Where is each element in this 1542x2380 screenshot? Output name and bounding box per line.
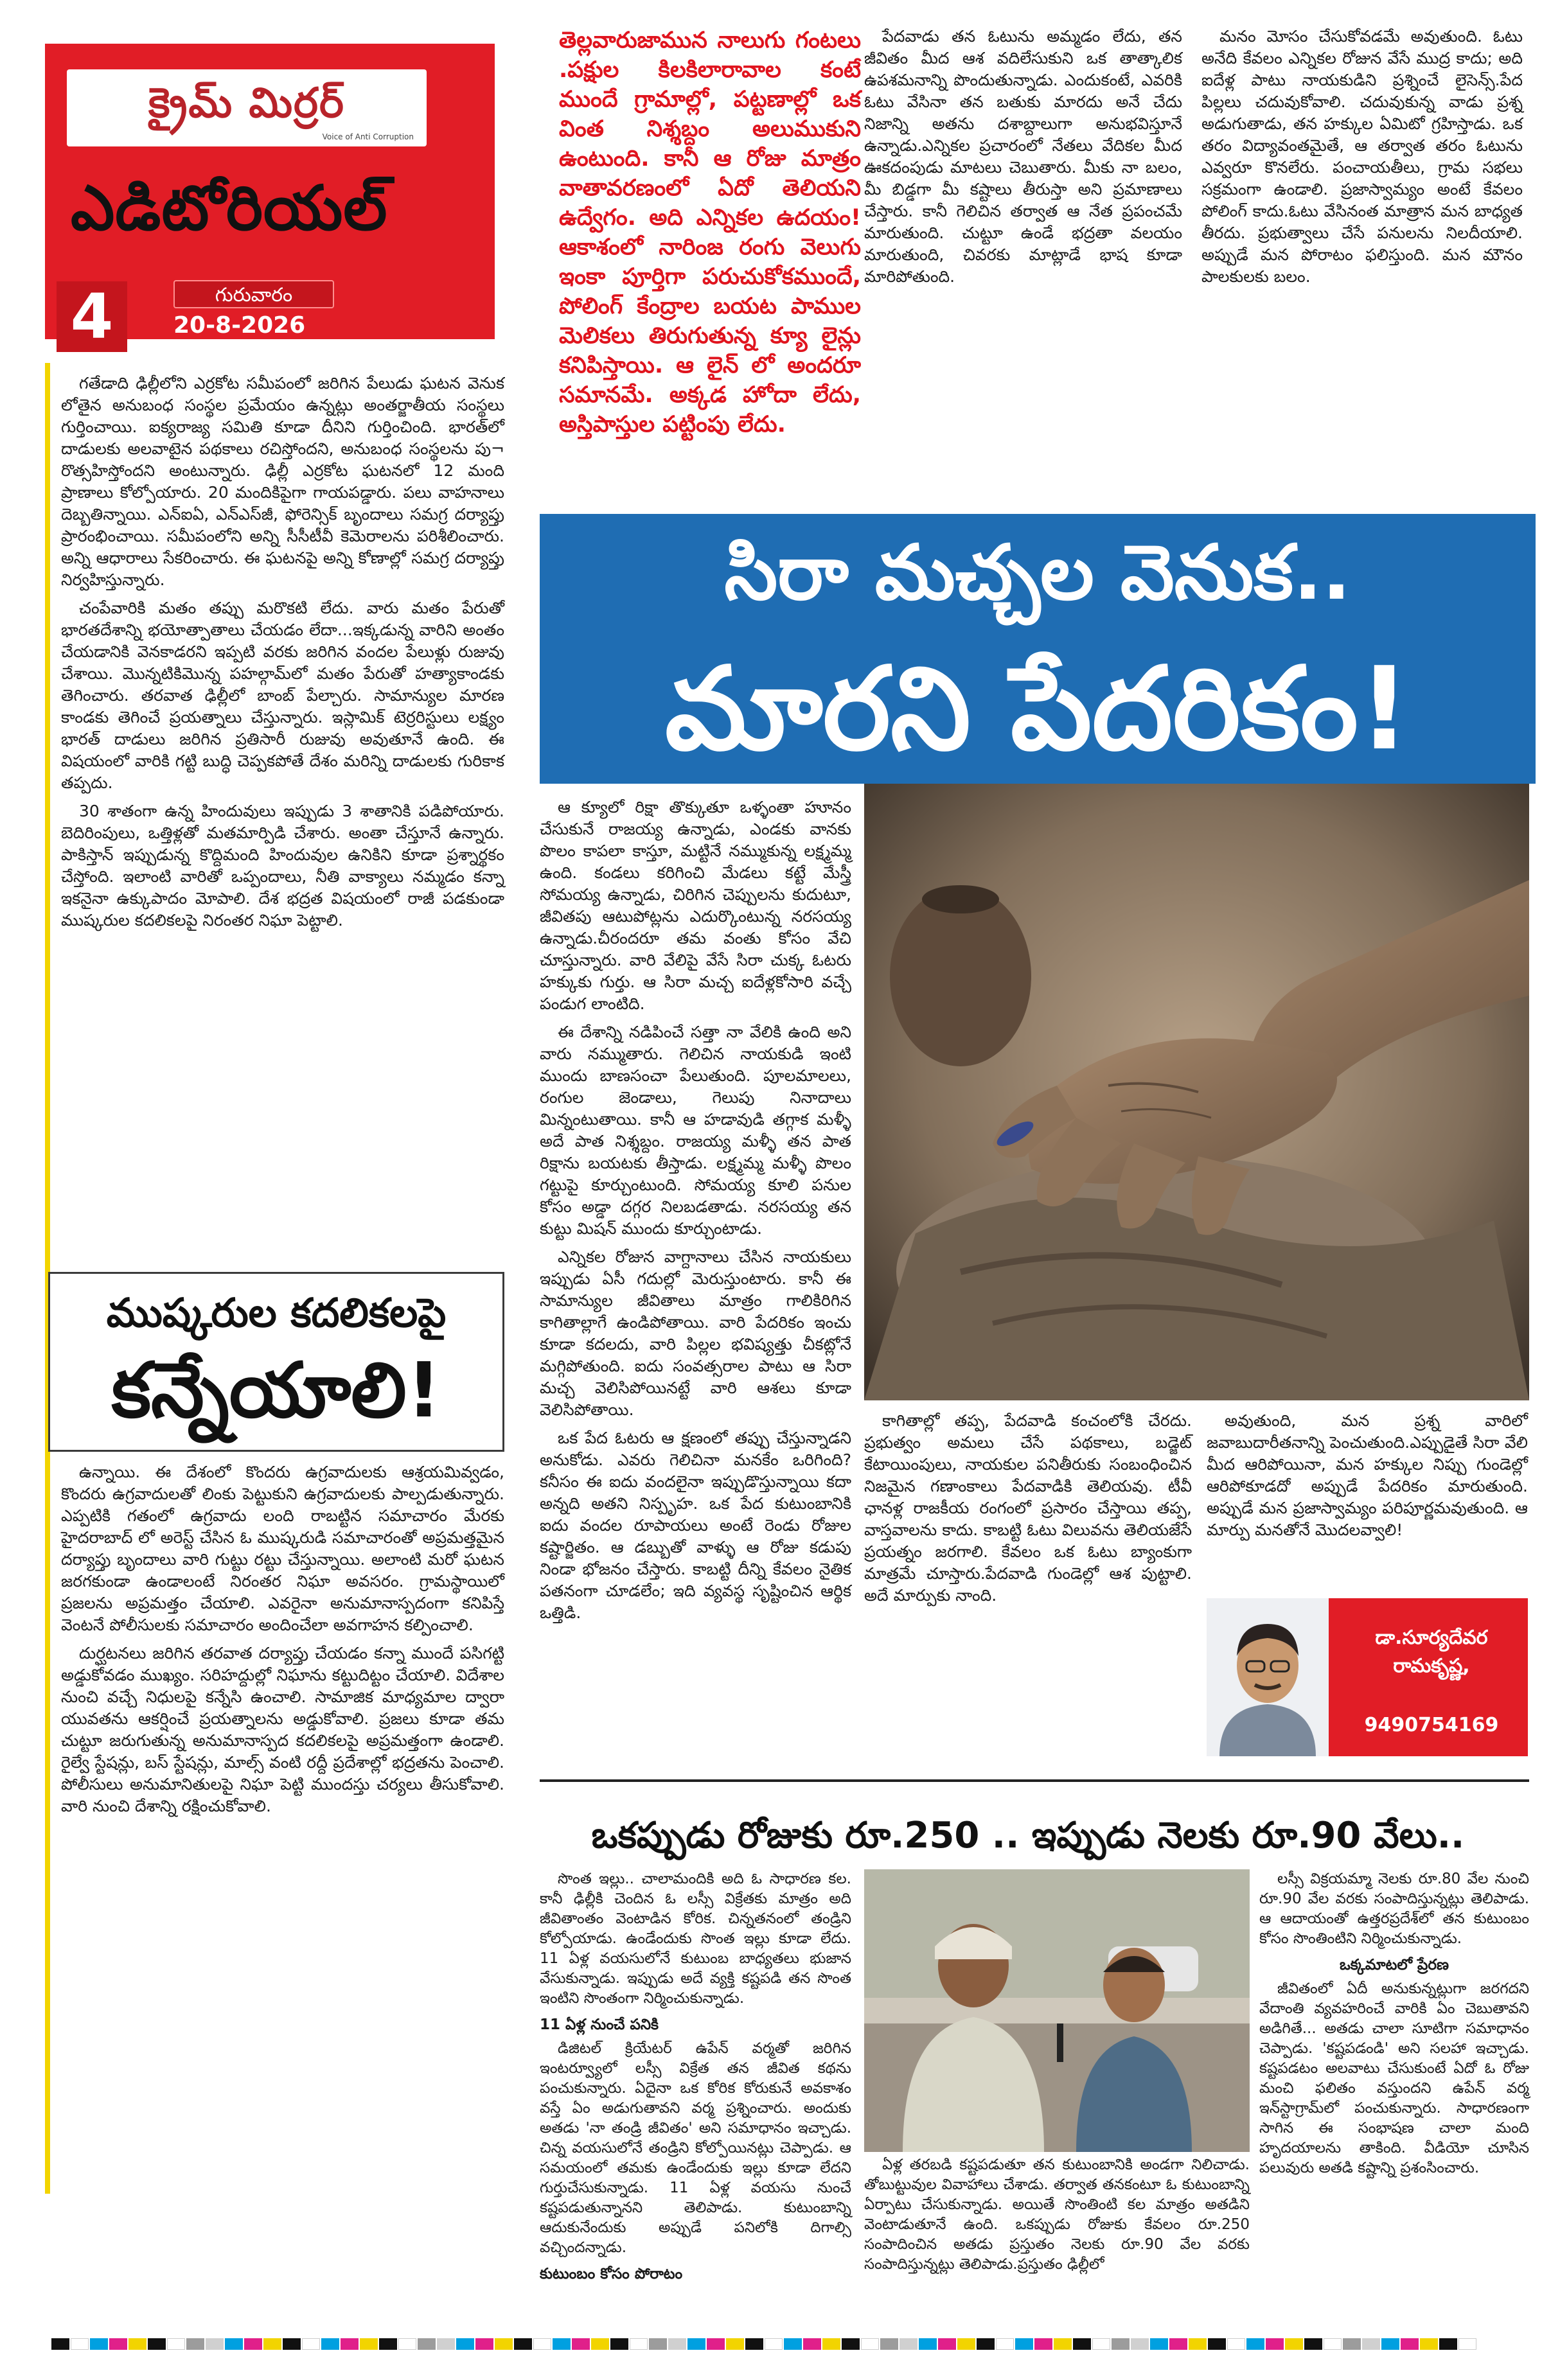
registration-swatch — [437, 2338, 455, 2350]
author-phone: 9490754169 — [1364, 1714, 1499, 1736]
registration-swatch — [148, 2338, 166, 2350]
registration-swatch — [591, 2338, 609, 2350]
registration-swatch — [109, 2338, 127, 2350]
registration-swatch — [1381, 2338, 1399, 2350]
registration-swatch — [128, 2338, 146, 2350]
registration-swatch — [572, 2338, 590, 2350]
paragraph: చంపేవారికి మతం తప్పు మరొకటి లేదు. వారు మతం పేరుతో భారతదేశాన్ని భయోత్పాతాలు చేయడం లేదా...ఇక్కడున్న వారిని అంతం చేయడానికి వెనకాడరని ఇప్పటి వరకు జరిగిన వందల పేలుళ్లు రుజువు చేశాయి. మొన్నటికిమొన్న పహల్గామ్‌లో మతం పేరుతో హత్యాకాండకు తెగించారు. తరవాత ఢిల్లీలో బాంబ్ పేల్చారు. సామాన్యుల మారణ కాండకు తెగించే ప్రయత్నాలు చేస్తున్నారు. ఇస్లామిక్ టెర్రరిస్టులు లక్ష్యం భారత్ దాడులు జరిగిన ప్రతిసారీ రుజువు అవుతూనే ఉంది. ఈ విషయంలో వారికి గట్టి బుద్ధి చెప్పకపోతే దేశం మరిన్ని దాడులకు గురికాక తప్పదు. — [61, 599, 504, 792]
lassi-vendor-interview-photo — [864, 1869, 1250, 2152]
hand-illustration — [864, 784, 1529, 1400]
second-article-column-1 — [540, 1869, 851, 2282]
registration-swatch — [765, 2338, 783, 2350]
registration-swatch — [398, 2338, 416, 2350]
registration-swatch — [1112, 2338, 1130, 2350]
registration-swatch — [263, 2338, 281, 2350]
headline-banner — [540, 514, 1536, 784]
registration-swatch — [1343, 2338, 1361, 2350]
paragraph: దుర్ఘటనలు జరిగిన తరవాత దర్యాప్తు చేయడం కన్నా ముందే పసిగట్టి అడ్డుకోవడం ముఖ్యం. సరిహద్దుల్లో నిఘాను కట్టుదిట్టం చేయాలి. విదేశాల నుంచి వచ్చే నిధులపై కన్నేసి ఉంచాలి. సామాజిక మాధ్యమాల ద్వారా యువతను ఆకర్షించే ప్రయత్నాలను అడ్డుకోవాలి. ప్రజలు కూడా తమ చుట్టూ జరుగుతున్న అనుమానాస్పద కదలికలపై అప్రమత్తంగా ఉండాలి. రైల్వే స్టేషన్లు, బస్ స్టేషన్లు, మాల్స్ వంటి రద్దీ ప్రదేశాల్లో భద్రతను పెంచాలి. పోలీసులు అనుమానితులపై నిఘా పెట్టి ముందస్తు చర్యలు తీసుకోవాలి. వారి నుంచి దేశాన్ని రక్షించుకోవాలి. — [61, 1644, 504, 1815]
registration-swatch — [1189, 2338, 1207, 2350]
registration-swatch — [977, 2338, 995, 2350]
paragraph: కాగితాల్లో తప్ప, పేదవాడి కంచంలోకి చేరదు. ప్రభుత్వం అమలు చేసే పథకాలు, బడ్జెట్ కేటాయింపులు, నాయకుల పనితీరుకు సంబంధించిన నిజమైన గణాంకాలు పేదవాడికి తెలియవు. టీవీ ఛానళ్ల రాజకీయ రంగంలో ప్రసారం చేస్తాయి తప్ప, వాస్తవాలను కాదు. కాబట్టి ఓటు విలువను తెలియజేసే ప్రయత్నం జరగాలి. కేవలం ఒక ఓటు బ్యాంకుగా మాత్రమే చూస్తారు.పేదవాడి గుండెల్లో ఆశ పుట్టాలి. అదే మార్పుకు నాంది. — [864, 1411, 1192, 1605]
registration-swatch — [919, 2338, 937, 2350]
registration-swatch — [302, 2338, 320, 2350]
registration-swatch — [244, 2338, 262, 2350]
second-article-headline: ఒకప్పుడు రోజుకు రూ.250 .. ఇప్పుడు నెలకు రూ.90 వేలు.. — [591, 1815, 1465, 1856]
registration-swatch — [225, 2338, 243, 2350]
registration-swatch — [1227, 2338, 1245, 2350]
box-headline — [48, 1272, 504, 1452]
registration-swatch — [938, 2338, 956, 2350]
author-photo — [1207, 1598, 1329, 1756]
author-box — [1207, 1598, 1528, 1756]
top-right-column-2 — [1201, 26, 1523, 504]
author-name: డా.సూర్యదేవర రామకృష్ణ, — [1375, 1626, 1488, 1677]
registration-swatch — [71, 2338, 89, 2350]
box-headline-line2: కన్నేయాలి! — [111, 1346, 441, 1434]
date-label: 20-8-2026 — [173, 312, 306, 339]
registration-swatch — [1401, 2338, 1419, 2350]
registration-swatch — [1266, 2338, 1284, 2350]
section-title: ఎడిటోరియల్ — [71, 172, 388, 244]
left-column-bottom — [61, 1461, 504, 2181]
paragraph: సొంత ఇల్లు.. చాలామందికి అది ఓ సాధారణ కల. కానీ ఢిల్లీకి చెందిన ఓ లస్సీ విక్రేతకు మాత్రం అది జీవితాంతం వెంటాడిన కోరిక. చిన్నతనంలో తండ్రిని కోల్పోయాడు. ఉండేందుకు సొంత ఇల్లు కూడా లేదు. 11 ఏళ్ల వయసులోనే కుటుంబ బాధ్యతలు భుజాన వేసుకున్నాడు. ఇప్పుడు అదే వ్యక్తి కష్టపడి తన సొంత ఇంటిని సొంతంగా నిర్మించుకున్నాడు. — [540, 1871, 851, 2007]
left-column-top — [61, 373, 504, 1249]
paragraph: ఒక పేద ఓటరు ఆ క్షణంలో తప్పు చేస్తున్నాడని అనుకోడు. ఎవరు గెలిచినా మనకేం ఒరిగింది? కనీసం ఈ ఐదు వందలైనా ఇప్పుడొస్తున్నాయి కదా అన్నది అతని నిస్పృహ. ఒక పేద కుటుంబానికి ఐదు వందల రూపాయలు అంటే రెండు రోజుల కష్టార్జితం. ఆ డబ్బుతో వాళ్ళు ఆ రోజు కడుపు నిండా భోజనం చేస్తారు. కాబట్టి దీన్ని కేవలం నైతిక పతనంగా చూడలేం; ఇది వ్యవస్థ సృష్టించిన ఆర్థిక ఒత్తిడి. — [540, 1429, 851, 1622]
registration-swatch — [1420, 2338, 1438, 2350]
registration-swatch — [861, 2338, 879, 2350]
registration-swatch — [1246, 2338, 1264, 2350]
day-label: గురువారం — [173, 280, 334, 308]
registration-swatch — [360, 2338, 378, 2350]
registration-swatch — [1073, 2338, 1091, 2350]
paragraph: ఈ దేశాన్ని నడిపించే సత్తా నా వేలికి ఉంది అని వారు నమ్ముతారు. గెలిచిన నాయకుడి ఇంటి ముందు బాణసంచా పేలుతుంది. పూలమాలలు, రంగుల జెండాలు, గెలుపు నినాదాలు మిన్నంటుతాయి. కానీ ఆ హడావుడి తగ్గాక మళ్ళీ అదే పాత నిశ్శబ్దం. రాజయ్య మళ్ళీ తన పాత రిక్షాను బయటకు తీస్తాడు. లక్ష్మమ్మ మళ్ళీ పొలం గట్టుపై కూర్చుంటుంది. సోమయ్య కూలి పనుల కోసం అడ్డా దగ్గర నిలబడతాడు. నరసయ్య తన కుట్టు మిషన్ ముందు కూర్చుంటాడు. — [540, 1023, 851, 1238]
registration-swatch — [533, 2338, 551, 2350]
registration-swatch — [610, 2338, 628, 2350]
registration-swatch — [1034, 2338, 1052, 2350]
paragraph: డిజిటల్ క్రియేటర్ ఉపేన్ వర్మతో జరిగిన ఇంటర్వ్యూలో లస్సీ విక్రేత తన జీవిత కథను పంచుకున్నారు. ఏదైనా ఒక కోరిక కోరుకునే అవకాశం వస్తే ఏం అడుగుతావని వర్మ ప్రశ్నించారు. అందుకు అతడు 'నా తండ్రి జీవితం' అని సమాధానం ఇచ్చాడు. చిన్న వయసులోనే తండ్రిని కోల్పోయినట్లు చెప్పాడు. ఆ సమయంలో తమకు ఉండేందుకు ఇల్లు కూడా లేదని గుర్తుచేసుకున్నాడు. 11 ఏళ్ల వయసు నుంచే కష్టపడుతున్నానని తెలిపాడు. కుటుంబాన్ని ఆదుకునేందుకు అప్పుడే పనిలోకి దిగాల్సి వచ్చిందన్నాడు. — [540, 2040, 851, 2256]
registration-swatch — [321, 2338, 339, 2350]
box-headline-line1: ముష్కరుల కదలికలపై — [106, 1289, 447, 1336]
logo-text: క్రైమ్ మిర్రర్ — [148, 79, 345, 127]
registration-swatch — [726, 2338, 744, 2350]
paragraph: ఉన్నాయి. ఈ దేశంలో కొందరు ఉగ్రవాదులకు ఆశ్రయమివ్వడం, కొందరు ఉగ్రవాదులతో లింకు పెట్టుకుని ఉగ్రవాదులకు పాల్పడుతున్నారు. ఎప్పటికి గతంలో ఉగ్రవాదు లంది రాబట్టిన సమాచారం మేరకు హైదరాబాద్ లో అరెస్ట్ చేసిన ఓ ముష్కరుడి సమాచారంతో అప్రమత్తమైన దర్యాప్తు బృందాలు వారి గుట్టు రట్టు చేస్తున్నాయి. అలాంటి మరో ఘటన జరగకుండా ఉండాలంటే నిరంతర నిఘా అవసరం. గ్రామస్థాయిలో ప్రజలను అప్రమత్తం చేయాలి. ఎవరైనా అనుమానాస్పదంగా కనిపిస్తే వెంటనే పోలీసులకు సమాచారం అందించేలా అవగాహన కల్పించాలి. — [61, 1463, 504, 1634]
registration-swatch — [456, 2338, 474, 2350]
registration-swatch — [341, 2338, 359, 2350]
paragraph: జీవితంలో ఏదీ అనుకున్నట్లుగా జరగదని వేదాంతి వ్యవహరించే వారికి ఏం చెబుతావని అడిగితే... అతడు చాలా సూటిగా సమాధానం చెప్పాడు. 'కష్టపడండి' అని సలహా ఇచ్చాడు. కష్టపడటం అలవాటు చేసుకుంటే ఏదో ఓ రోజు మంచి ఫలితం వస్తుందని ఉపేన్ వర్మ ఇన్‌స్టాగ్రామ్‌లో పంచుకున్నారు. సాధారణంగా సాగిన ఈ సంభాషణ చాలా మంది హృదయాలను తాకింది. వీడియో చూసిన పలువురు అతడి కష్టాన్ని ప్రశంసించారు. — [1259, 1980, 1529, 2176]
registration-swatch — [1304, 2338, 1322, 2350]
second-article-col1b-text — [540, 2039, 851, 2258]
registration-swatch — [1054, 2338, 1072, 2350]
second-article-subheading-3: ఒక్కమాటలో ప్రేరణ — [1339, 1957, 1449, 1973]
second-article-col3b-text — [1259, 1979, 1529, 2178]
registration-swatch — [1131, 2338, 1149, 2350]
registration-swatch — [1285, 2338, 1303, 2350]
registration-swatch — [1458, 2338, 1476, 2350]
registration-swatch — [1169, 2338, 1187, 2350]
registration-swatch — [186, 2338, 204, 2350]
middle-column — [540, 797, 851, 1760]
registration-swatch — [418, 2338, 436, 2350]
registration-swatch — [1439, 2338, 1457, 2350]
logo-tagline: Voice of Anti Corruption — [322, 132, 414, 141]
registration-swatch — [1150, 2338, 1168, 2350]
registration-swatch — [1362, 2338, 1380, 2350]
paragraph: ఆ క్యూలో రిక్షా తొక్కుతూ ఒళ్ళంతా హూనం చేసుకునే రాజయ్య ఉన్నాడు, ఎండకు వానకు పొలం కాపలా కాస్తూ, మట్టినే నమ్ముకున్న లక్ష్మమ్మ ఉంది. కండలు కరిగించి మేడలు కట్టే మేస్త్రీ సోమయ్య ఉన్నాడు, చిరిగిన చెప్పులను కుదుటూ, జీవితపు ఆటుపోట్లను ఎదుర్కొంటున్న నరసయ్య ఉన్నాడు.చీరందరూ తమ వంతు కోసం వేచి చూస్తున్నారు. వారి వేలిపై వేసే సిరా చుక్క ఓటరు హక్కుకు గుర్తు. ఆ సిరా మచ్చ ఐదేళ్లకోసారి వచ్చే పండుగ లాంటిది. — [540, 798, 851, 1013]
registration-swatch — [630, 2338, 648, 2350]
registration-swatch — [1324, 2338, 1342, 2350]
registration-swatch — [495, 2338, 513, 2350]
registration-swatch — [283, 2338, 301, 2350]
registration-swatch — [900, 2338, 917, 2350]
paragraph: గతేడాది ఢిల్లీలోని ఎర్రకోట సమీపంలో జరిగిన పేలుడు ఘటన వెనుక లోతైన అనుబంధ సంస్థల ప్రమేయం ఉన్నట్లు అంతర్జాతీయ సంస్థలు గుర్తించాయి. ఐక్యరాజ్య సమితి కూడా దీనిని గుర్తించింది. భారత్‌లో దాడులకు అలవాటైన పథకాలు రచిస్తోందని, అనుబంధ సంస్థలను పు¬ రొత్సహిస్తోందని అంటున్నారు. ఢిల్లీ ఎర్రకోట ఘటనలో 12 మంది ప్రాణాలు కోల్పోయారు. 20 మందికిపైగా గాయపడ్డారు. పలు వాహనాలు దెబ్బతిన్నాయి. ఎన్ఐఏ, ఎన్ఎస్‌జీ, ఫోరెన్సిక్ బృందాలు సమగ్ర దర్యాప్తు ప్రారంభించాయి. సమీపంలోని అన్ని సీసీటీవీ కెమెరాలను పరిశీలించారు. అన్ని ఆధారాలు సేకరించారు. ఈ ఘటనపై అన్ని కోణాల్లో సమగ్ర దర్యాప్తు నిర్వహిస్తున్నారు. — [61, 374, 504, 589]
avatar — [1207, 1598, 1329, 1756]
headline-line1: సిరా మచ్చల వెనుక.. — [724, 528, 1351, 617]
second-article-footer-heading: కుటుంబం కోసం పోరాటం — [540, 2266, 683, 2282]
registration-swatch — [475, 2338, 493, 2350]
bottom-right-column-2 — [1207, 1410, 1528, 1590]
paragraph: లస్సీ విక్రయమ్మా నెలకు రూ.80 వేల నుంచి రూ.90 వేల వరకు సంపాదిస్తున్నట్లు తెలిపాడు. ఆ ఆదాయంతో ఉత్తరప్రదేశ్‌లో తన కుటుంబం కోసం సొంతింటిని నిర్మించుకున్నాడు. — [1259, 1871, 1529, 1947]
paragraph: అవుతుంది, మన ప్రశ్న వారిలో జవాబుదారీతనాన్ని పెంచుతుంది.ఎప్పుడైతే సిరా వేలి మీద ఆరిపోయినా, మన హక్కుల నిప్పు గుండెల్లో ఆరిపోకూడదో అప్పుడే పేదరికం మారుతుంది. అప్పుడే మన ప్రజాస్వామ్యం పరిపూర్ణమవుతుంది. ఆ మార్పు మనతోనే మొదలవ్వాలి! — [1207, 1411, 1528, 1539]
registration-swatch — [167, 2338, 185, 2350]
registration-swatch — [745, 2338, 763, 2350]
registration-swatch — [784, 2338, 802, 2350]
second-article-col1-text — [540, 1869, 851, 2009]
registration-swatch — [51, 2338, 69, 2350]
registration-swatch — [90, 2338, 108, 2350]
registration-swatch — [206, 2338, 224, 2350]
registration-swatch — [803, 2338, 821, 2350]
inked-finger-photo — [864, 784, 1529, 1400]
registration-swatch — [1208, 2338, 1226, 2350]
intro-text: తెల్లవారుజామున నాలుగు గంటలు .పక్షుల కిలకిలారావాల కంటే ముందే గ్రామాల్లో, పట్టణాల్లో ఒక వింత నిశ్శబ్దం అలుముకుని ఉంటుంది. కానీ ఆ రోజు మాత్రం వాతావరణంలో ఏదో తెలియని ఉద్వేగం. అది ఎన్నికల ఉదయం!ఆకాశంలో నారింజ రంగు వెలుగు ఇంకా పూర్తిగా పరుచుకోకముందే, పోలింగ్ కేంద్రాల బయట పాముల మెలికలు తిరుగుతున్న క్యూ లైన్లు కనిపిస్తాయి. ఆ లైన్ లో అందరూ సమానమే. అక్కడ హోదా లేదు, అస్తిపాస్తుల పట్టింపు లేదు. — [559, 28, 861, 437]
bottom-right-column-1 — [864, 1410, 1192, 1770]
registration-swatch — [1015, 2338, 1033, 2350]
registration-swatch — [553, 2338, 571, 2350]
paragraph: 30 శాతంగా ఉన్న హిందువులు ఇప్పుడు 3 శాతానికి పడిపోయారు. బెదిరింపులు, ఒత్తిళ్లతో మతమార్పిడి చేశారు. అంతా చేస్తూనే ఉన్నారు. పాకిస్తాన్ ఇప్పుడున్న కొద్దిమంది హిందువుల ఉనికిని కూడా ప్రశ్నార్థకం చేస్తోంది. ఇలాంటి వారితో ఒప్పందాలు, నీతి వాక్యాలు నమ్మడం కన్నా ఇకనైనా ఉక్కుపాదం మోపాలి. దేశ భద్రత విషయంలో రాజీ పడకుండా ముష్కరుల కదలికలపై నిరంతర నిఘా పెట్టాలి. — [61, 802, 504, 930]
paragraph: ఎన్నికల రోజున వాగ్దానాలు చేసిన నాయకులు ఇప్పుడు ఏసీ గదుల్లో మెరుస్తుంటారు. కానీ ఈ సామాన్యుల జీవితాలు మాత్రం గాలికిరిగిన కాగితాల్లాగే ఉండిపోతాయి. వారి పేదరికం ఇంచు కూడా కదలదు, వారి పిల్లల భవిష్యత్తు చీకట్లోనే మగ్గిపోతుంది. ఐదు సంవత్సరాల పాటు ఆ సిరా మచ్చ వెలిసిపోయినట్టే వారి ఆశలు కూడా వెలిసిపోతాయి. — [540, 1247, 851, 1419]
registration-swatch — [649, 2338, 667, 2350]
paragraph: మనం మోసం చేసుకోవడమే అవుతుంది. ఓటు అనేది కేవలం ఎన్నికల రోజున వేసే ముద్ర కాదు; అది ఐదేళ్ల పాటు నాయకుడిని ప్రశ్నించే లైసెన్స్.పేద పిల్లలు చదువుకోవాలి. చదువుకున్న వాడు ప్రశ్న అడుగుతాడు, తన హక్కుల ఏమిటో గ్రహిస్తాడు. ఒక తరం విద్యావంతమైతే, ఆ తర్వాత తరం ఓటును ఎవ్వరూ కొనలేరు. పంచాయతీలు, గ్రామ సభలు సక్రమంగా ఉండాలి. ప్రజాస్వామ్యం అంటే కేవలం పోలింగ్ కాదు.ఓటు వేసినంత మాత్రాన మన బాధ్యత తీరదు. ప్రభుత్వాలు చేసే పనులను నిలదీయాలి. అప్పుడే మన పోరాటం ఫలిస్తుంది. మన మౌనం పాలకులకు బలం. — [1201, 27, 1523, 286]
registration-swatch — [707, 2338, 725, 2350]
registration-swatch — [1092, 2338, 1110, 2350]
headline-line2: మారని పేదరికం! — [664, 642, 1411, 775]
interview-illustration — [864, 1869, 1250, 2152]
paragraph: పేదవాడు తన ఓటును అమ్మడం లేదు, తన జీవితం మీద ఆశ వదిలేసుకుని ఒక తాత్కాలిక ఉపశమనాన్ని పొందుతున్నాడు. ఎందుకంటే, ఎవరికి ఓటు వేసినా తన బతుకు మారదు అనే చేదు నిజాన్ని అతను దశాబ్దాలుగా అనుభవిస్తూనే ఉన్నాడు.ఎన్నికల ప్రచారంలో నేతలు వేదికల మీద ఊకదంపుడు మాటలు చెబుతారు. మీకు నా బలం, మీ బిడ్డగా మీ కష్టాలు తీరుస్తా అని ప్రమాణాలు చేస్తారు. కానీ గెలిచిన తర్వాత ఆ నేత ప్రపంచమే మారుతుంది. చుట్టూ ఉండే భద్రతా వలయం మారుతుంది, చివరకు మాట్లాడే భాష కూడా మారిపోతుంది. — [864, 27, 1182, 286]
page-number: 4 — [57, 281, 127, 352]
logo — [67, 69, 427, 146]
second-article-column-3 — [1259, 1869, 1529, 2190]
second-article-subheading-1: 11 ఏళ్ల నుంచే పనికి — [540, 2016, 659, 2033]
registration-swatch — [996, 2338, 1014, 2350]
second-article-column-2 — [864, 2155, 1250, 2273]
registration-swatch — [822, 2338, 840, 2350]
paragraph: ఏళ్ల తరబడి కష్టపడుతూ తన కుటుంబానికి అండగా నిలిచాడు. తోబుట్టువుల వివాహాలు చేశాడు. తర్వాత తనకంటూ ఓ కుటుంబాన్ని ఏర్పాటు చేసుకున్నాడు. అయితే సొంతింటి కల మాత్రం అతడిని వెంటాడుతూనే ఉంది. ఒకప్పుడు రోజుకు కేవలం రూ.250 సంపాదించిన అతడు ప్రస్తుతం నెలకు రూ.90 వేల వరకు సంపాదిస్తున్నట్లు తెలిపాడు.ప్రస్తుతం ఢిల్లీలో — [864, 2156, 1250, 2273]
registration-swatch — [514, 2338, 532, 2350]
registration-swatch — [842, 2338, 860, 2350]
registration-swatch — [668, 2338, 686, 2350]
registration-swatch — [880, 2338, 898, 2350]
second-article-col3-text — [1259, 1869, 1529, 1949]
masthead — [45, 44, 495, 353]
section-divider — [540, 1779, 1529, 1782]
top-right-column-1 — [864, 26, 1182, 504]
registration-swatch — [957, 2338, 975, 2350]
registration-swatch — [379, 2338, 397, 2350]
print-registration-bar — [51, 2338, 1491, 2350]
registration-swatch — [687, 2338, 705, 2350]
